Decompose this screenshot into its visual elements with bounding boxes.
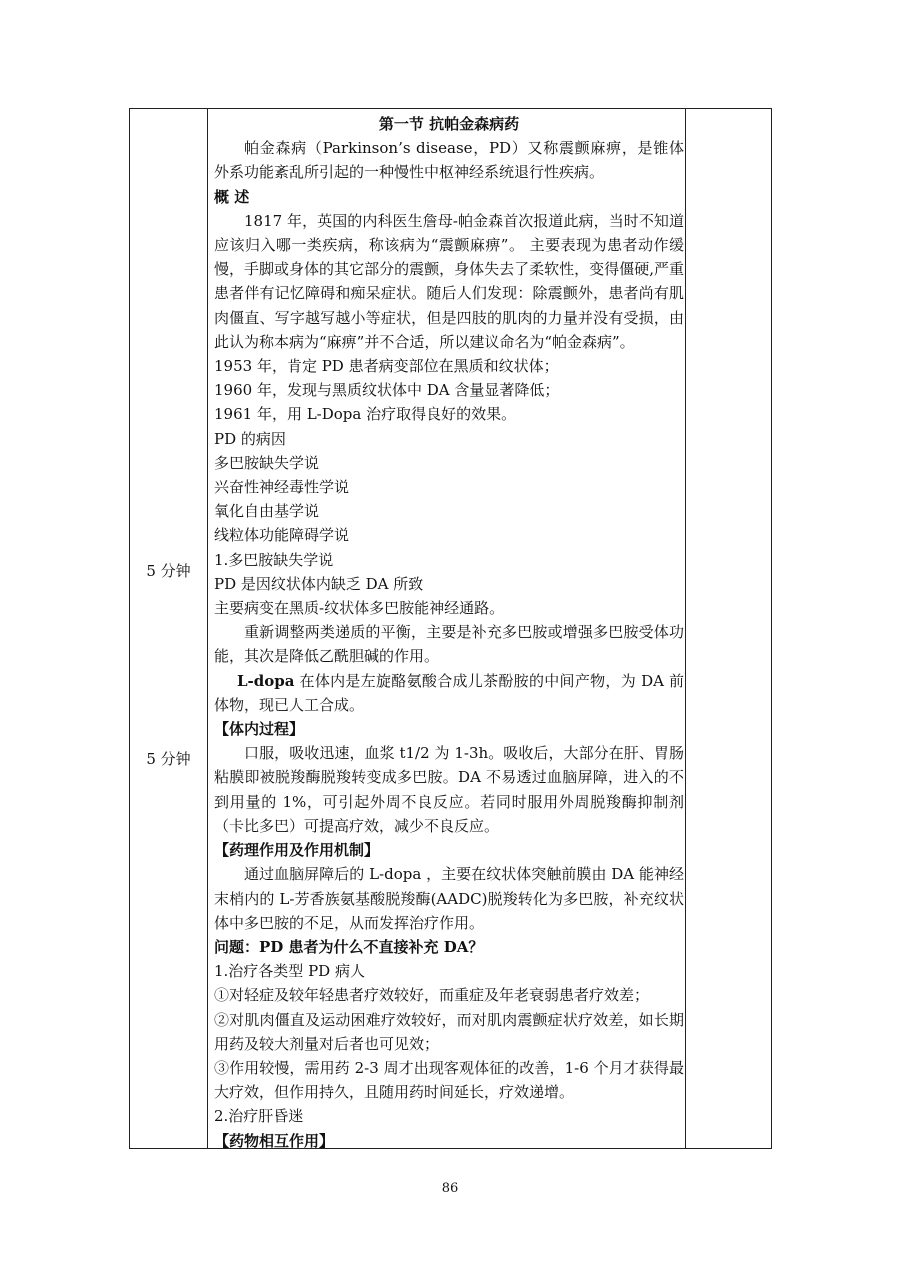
etiology-heading: PD 的病因 [214, 429, 286, 448]
etiology-item: 氧化自由基学说 [214, 502, 320, 521]
ldopa-description: 在体内是左旋酪氨酸合成儿茶酚胺的中间产物，为 DA 前体物，现已人工合成。 [214, 671, 684, 714]
pharmacology-paragraph: 通过血脑屏障后的 L-dopa ，主要在纹状体突触前膜由 DA 能神经末梢内的 L-芳香族氨基酸脱羧酶(AADC)脱羧转化为多巴胺，补充纹状体中多巴胺的不足，从而发挥治疗作用。 [214, 865, 684, 932]
pk-heading: 【体内过程】 [214, 720, 305, 739]
history-paragraph: 1817 年，英国的内科医生詹母-帕金森首次报道此病，当时不知道应该归入哪一类疾病，称该病为“震颤麻痹”。 主要表现为患者动作缓慢，手脚或身体的其它部分的震颤，身体失去了柔软性，变得僵硬,严重患者伴有记忆障碍和痴呆症状。随后人们发现：除震颤外，患者尚有肌肉僵直、写字越写越小等症状，但是四肢的肌肉的力量并没有受损，由此认为称本病为“麻痹”并不合适，所以建议命名为“帕金森病”。 [214, 211, 684, 351]
lesson-content [214, 112, 684, 1153]
use-item: 2.治疗肝昏迷 [214, 1107, 304, 1126]
page-number: 86 [441, 1181, 459, 1196]
use-item: ③作用较慢，需用药 2-3 周才出现客观体征的改善，1-6 个月才获得最大疗效，但作用持久，且随用药时间延长，疗效递增。 [214, 1058, 684, 1102]
etiology-item: 线粒体功能障碍学说 [214, 526, 350, 545]
dopamine-heading: 1.多巴胺缺失学说 [214, 550, 334, 569]
use-item: ①对轻症及较年轻患者疗效较好，而重症及年老衰弱患者疗效差； [214, 986, 650, 1005]
ldopa-paragraph [214, 669, 684, 717]
timeline-item: 1953 年，肯定 PD 患者病变部位在黑质和纹状体； [214, 357, 559, 376]
overview-heading: 概 述 [214, 187, 250, 206]
question-line: 问题：PD 患者为什么不直接补充 DA？ [214, 937, 484, 956]
dopamine-line: 主要病变在黑质-纹状体多巴胺能神经通路。 [214, 599, 505, 618]
etiology-item: 多巴胺缺失学说 [214, 453, 320, 472]
interaction-heading: 【药物相互作用】 [214, 1131, 335, 1150]
use-item: 1.治疗各类型 PD 病人 [214, 962, 365, 981]
column-divider-right [685, 109, 686, 1148]
section-title: 第一节 抗帕金森病药 [378, 115, 520, 133]
time-label-2: 5 分钟 [146, 750, 191, 768]
use-item: ②对肌肉僵直及运动困难疗效较好，而对肌肉震颤症状疗效差，如长期用药及较大剂量对后者也可见效； [214, 1010, 684, 1053]
dopamine-line: PD 是因纹状体内缺乏 DA 所致 [214, 574, 424, 593]
ldopa-term: L-dopa [237, 671, 295, 690]
time-label-1: 5 分钟 [146, 562, 191, 580]
balance-paragraph: 重新调整两类递质的平衡，主要是补充多巴胺或增强多巴胺受体功能，其次是降低乙酰胆碱的作用。 [214, 623, 684, 666]
column-divider-left [207, 109, 208, 1148]
etiology-item: 兴奋性神经毒性学说 [214, 478, 350, 497]
timeline-item: 1961 年，用 L-Dopa 治疗取得良好的效果。 [214, 405, 517, 424]
pharmacology-heading: 【药理作用及作用机制】 [214, 841, 380, 860]
lesson-table [129, 108, 772, 1149]
intro-paragraph: 帕金森病（Parkinson’s disease，PD）又称震颤麻痹，是锥体外系功能紊乱所引起的一种慢性中枢神经系统退行性疾病。 [214, 139, 684, 182]
pk-paragraph: 口服，吸收迅速，血浆 t1/2 为 1-3h。吸收后，大部分在肝、胃肠粘膜即被脱羧酶脱羧转变成多巴胺。DA 不易透过血脑屏障，进入的不到用量的 1%，可引起外周不良反应。若同时服用外周脱羧酶抑制剂（卡比多巴）可提高疗效，减少不良反应。 [214, 744, 684, 835]
timeline-item: 1960 年，发现与黑质纹状体中 DA 含量显著降低； [214, 381, 560, 400]
